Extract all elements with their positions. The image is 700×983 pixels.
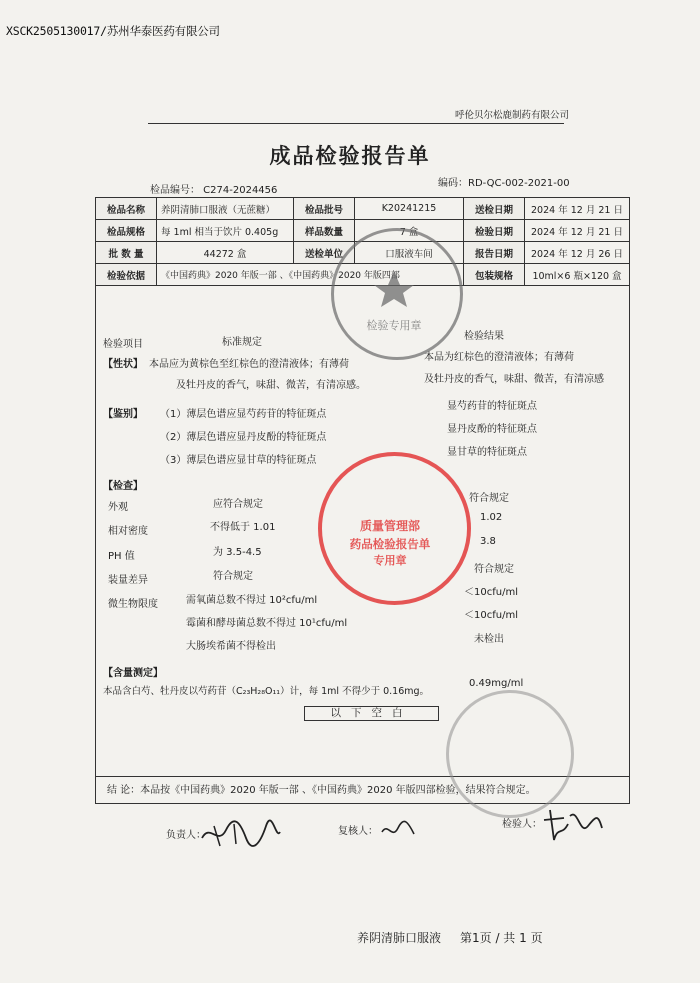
std-text: 霉菌和酵母菌总数不得过 10¹cfu/ml — [186, 618, 348, 629]
value-cell: K20241215 — [355, 198, 464, 220]
footer-product: 养阴清肺口服液 — [357, 931, 442, 945]
appearance-section: 【性状】 — [103, 359, 143, 370]
std-text: （2）薄层色谱应显丹皮酚的特征斑点 — [160, 432, 327, 443]
company-name: 呼伦贝尔松鹿制药有限公司 — [455, 110, 570, 121]
label-cell: 检品批号 — [294, 198, 355, 220]
label-cell: 送检单位 — [294, 242, 355, 264]
top-rule — [148, 123, 564, 124]
svg-text:专用章: 专用章 — [373, 554, 407, 567]
responsible-label: 负责人： — [166, 830, 206, 841]
label-cell: 检品名称 — [96, 198, 157, 220]
value-cell: 养阴清肺口服液（无蔗糖） — [157, 198, 294, 220]
document-code: 编码：RD-QC-002-2021-00 — [438, 178, 570, 189]
sample-number: 检品编号： C274-2024456 — [150, 185, 278, 196]
svg-text:药品检验报告单: 药品检验报告单 — [349, 537, 431, 551]
conclusion: 结 论：本品按《中国药典》2020 年版一部 、《中国药典》2020 年版四部检验，结果符合规定。 — [107, 785, 536, 796]
std-text: 符合规定 — [213, 571, 253, 582]
result-text: 未检出 — [474, 634, 504, 645]
item-label: 装量差异 — [108, 575, 148, 586]
identification-section: 【鉴别】 — [103, 409, 143, 420]
info-row — [96, 198, 630, 220]
value-cell: 10ml×6 瓶×120 盒 — [525, 264, 630, 286]
std-text: 及牡丹皮的香气，味甜、微苦，有清凉感。 — [176, 380, 366, 391]
label-cell: 包装规格 — [464, 264, 525, 286]
item-label: 微生物限度 — [108, 599, 158, 610]
result-text: 本品为红棕色的澄清液体；有薄荷 — [424, 352, 574, 363]
result-text: 显芍药苷的特征斑点 — [447, 401, 537, 412]
label-cell: 样品数量 — [294, 220, 355, 242]
assay-section: 【含量测定】 — [103, 668, 163, 679]
reviewer-signature — [380, 818, 418, 844]
std-text: 大肠埃希菌不得检出 — [186, 641, 276, 652]
col-head-standard: 标准规定 — [222, 337, 262, 348]
std-text: 不得低于 1.01 — [210, 522, 276, 533]
std-text: 本品含白芍、牡丹皮以芍药苷（C₂₃H₂₈O₁₁）计，每 1ml 不得少于 0.16mg。 — [103, 686, 430, 697]
reviewer-label: 复核人： — [338, 826, 378, 837]
result-text: 及牡丹皮的香气，味甜、微苦，有清凉感 — [424, 374, 604, 385]
item-label: 相对密度 — [108, 526, 148, 537]
grey-inspection-stamp — [331, 228, 463, 360]
value-cell: 2024 年 12 月 21 日 — [525, 220, 630, 242]
value-cell: 《中国药典》2020 年版一部 、《中国药典》2020 年版四部 — [157, 264, 464, 286]
star-icon — [334, 231, 454, 351]
result-text: 3.8 — [480, 536, 496, 547]
std-text: （3）薄层色谱应显甘草的特征斑点 — [160, 455, 317, 466]
result-text: 显甘草的特征斑点 — [447, 447, 527, 458]
label-cell: 检验依据 — [96, 264, 157, 286]
svg-text:检验专用章: 检验专用章 — [366, 319, 422, 332]
value-cell: 44272 盒 — [157, 242, 294, 264]
result-text: 1.02 — [480, 512, 503, 523]
page-title: 成品检验报告单 — [269, 144, 431, 168]
svg-text:质量管理部: 质量管理部 — [359, 519, 421, 533]
value-cell: 口服液车间 — [355, 242, 464, 264]
label-cell: 送检日期 — [464, 198, 525, 220]
footer-page-number: 第1页 / 共 1 页 — [460, 931, 543, 945]
label-cell: 检验日期 — [464, 220, 525, 242]
inspector-label: 检验人： — [502, 819, 542, 830]
blank-below-marker: 以下空白 — [304, 706, 439, 721]
std-text: 应符合规定 — [213, 499, 263, 510]
std-text: （1）薄层色谱应显芍药苷的特征斑点 — [160, 409, 327, 420]
value-cell: 2024 年 12 月 26 日 — [525, 242, 630, 264]
col-head-result: 检验结果 — [464, 331, 504, 342]
responsible-signature — [200, 818, 282, 848]
col-head-item: 检验项目 — [103, 339, 143, 350]
std-text: 本品应为黄棕色至红棕色的澄清液体；有薄荷 — [149, 359, 349, 370]
value-cell: 7 盒 — [355, 220, 464, 242]
inspector-signature — [540, 806, 604, 846]
value-cell: 2024 年 12 月 21 日 — [525, 198, 630, 220]
result-text: 符合规定 — [474, 564, 514, 575]
item-label: 外观 — [108, 502, 128, 513]
grey-company-stamp — [446, 690, 574, 818]
label-cell: 报告日期 — [464, 242, 525, 264]
result-text: 符合规定 — [469, 493, 509, 504]
label-cell: 检品规格 — [96, 220, 157, 242]
item-label: PH 值 — [108, 551, 135, 562]
result-text: ＜10cfu/ml — [464, 587, 518, 598]
result-text: 显丹皮酚的特征斑点 — [447, 424, 537, 435]
std-text: 为 3.5-4.5 — [213, 547, 262, 558]
value-cell: 每 1ml 相当于饮片 0.405g — [157, 220, 294, 242]
result-text: 0.49mg/ml — [469, 678, 524, 689]
std-text: 需氧菌总数不得过 10²cfu/ml — [186, 595, 318, 606]
inspection-section: 【检查】 — [103, 481, 143, 492]
label-cell: 批 数 量 — [96, 242, 157, 264]
seal-icon — [322, 456, 459, 593]
red-quality-stamp — [318, 452, 471, 605]
result-text: ＜10cfu/ml — [464, 610, 518, 621]
header-tag: XSCK2505130017/苏州华泰医药有限公司 — [6, 24, 220, 38]
